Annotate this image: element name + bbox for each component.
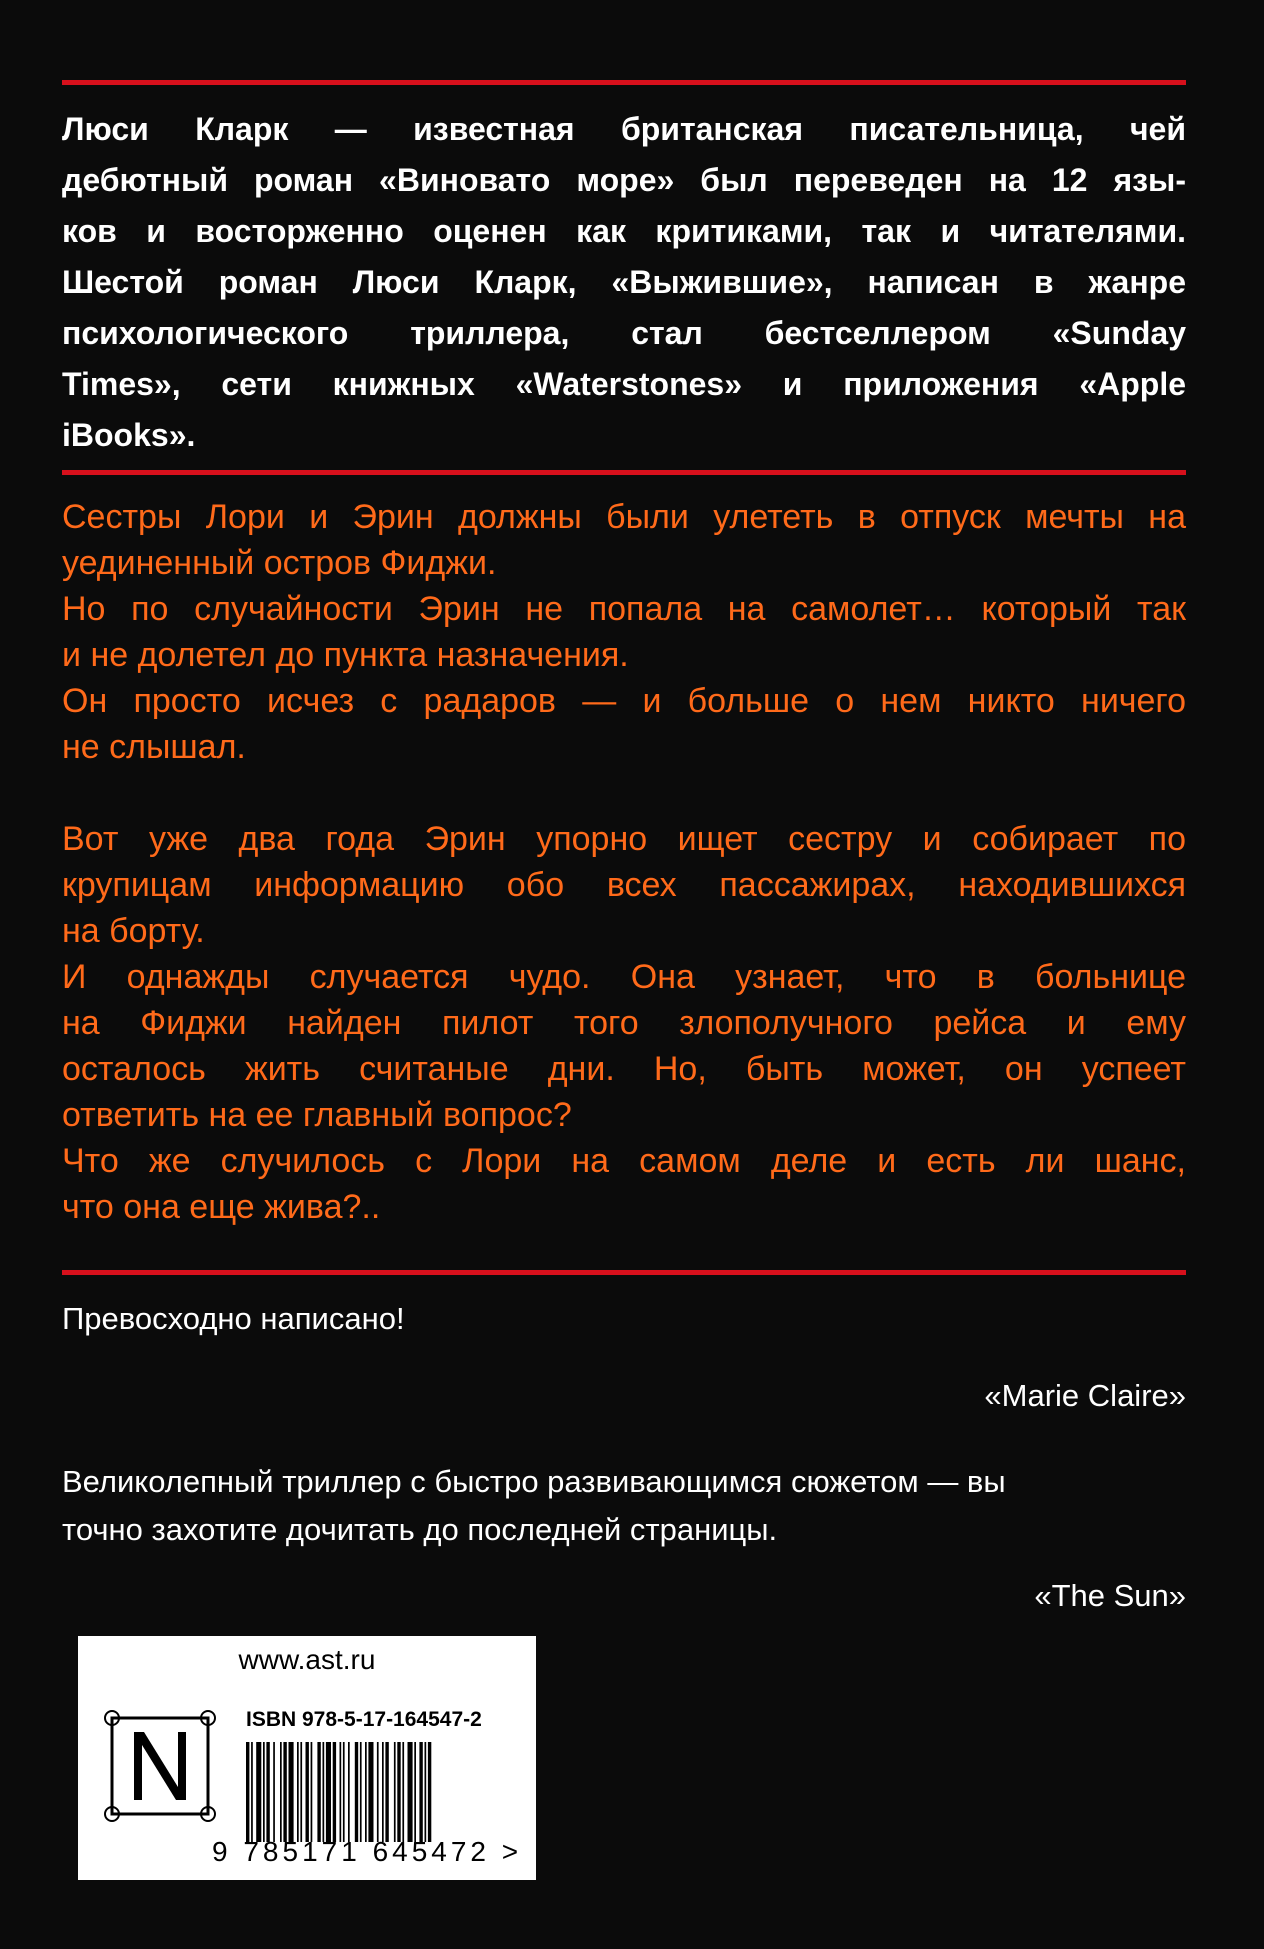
bio-line: iBooks». [62,417,196,453]
barcode-digits: 9 785171 645472 > [212,1836,523,1867]
synopsis-divider [62,1270,1186,1275]
isbn-text: ISBN 978-5-17-164547-2 [246,1708,482,1731]
synopsis-line: Он просто исчез с радаров — и больше о нем никто ничего [62,682,1186,720]
review-quote [62,1295,1186,1343]
review-source: «The Sun» [1034,1578,1186,1613]
ast-n-logo-icon [104,1710,216,1822]
synopsis-line: и не долетел до пункта назначения. [62,636,629,674]
synopsis-line: Но по случайности Эрин не попала на самолет… который так [62,590,1186,628]
bio-line: Times», сети книжных «Waterstones» и приложения «Apple [62,366,1186,402]
barcode-panel [78,1636,536,1880]
synopsis [62,494,1186,1230]
synopsis-line: Что же случилось с Лори на самом деле и есть ли шанс, [62,1142,1186,1180]
synopsis-line: осталось жить считаные дни. Но, быть может, он успеет [62,1050,1186,1088]
synopsis-line: ответить на ее главный вопрос? [62,1096,572,1134]
synopsis-line: что она еще жива?.. [62,1188,381,1226]
publisher-website: www.ast.ru [238,1644,376,1675]
bio-line: ков и восторженно оценен как критиками, так и читателями. [62,213,1186,249]
bio-divider [62,470,1186,475]
synopsis-line: уединенный остров Фиджи. [62,544,497,582]
review-line: точно захотите дочитать до последней страницы. [62,1512,778,1547]
bio-line: Шестой роман Люси Кларк, «Выжившие», написан в жанре [62,264,1186,300]
bio-line: дебютный роман «Виновато море» был переведен на 12 язы- [62,162,1186,198]
synopsis-line: на борту. [62,912,205,950]
synopsis-line: И однажды случается чудо. Она узнает, что в больнице [62,958,1186,996]
review-quote [62,1458,1186,1554]
bio-line: психологического триллера, стал бестселлером «Sunday [62,315,1186,351]
review-source: «Marie Claire» [984,1378,1186,1413]
barcode-bars [246,1742,492,1842]
author-bio [62,104,1186,461]
review-line: Превосходно написано! [62,1301,405,1336]
top-divider [62,80,1186,85]
synopsis-line: на Фиджи найден пилот того злополучного рейса и ему [62,1004,1186,1042]
synopsis-line: Вот уже два года Эрин упорно ищет сестру и собирает по [62,820,1186,858]
review-line: Великолепный триллер с быстро развивающимся сюжетом — вы [62,1464,1006,1499]
bio-line: Люси Кларк — известная британская писательница, чей [62,111,1186,147]
synopsis-line: крупицам информацию обо всех пассажирах, находившихся [62,866,1186,904]
synopsis-line: Сестры Лори и Эрин должны были улететь в отпуск мечты на [62,498,1186,536]
synopsis-line: не слышал. [62,728,246,766]
